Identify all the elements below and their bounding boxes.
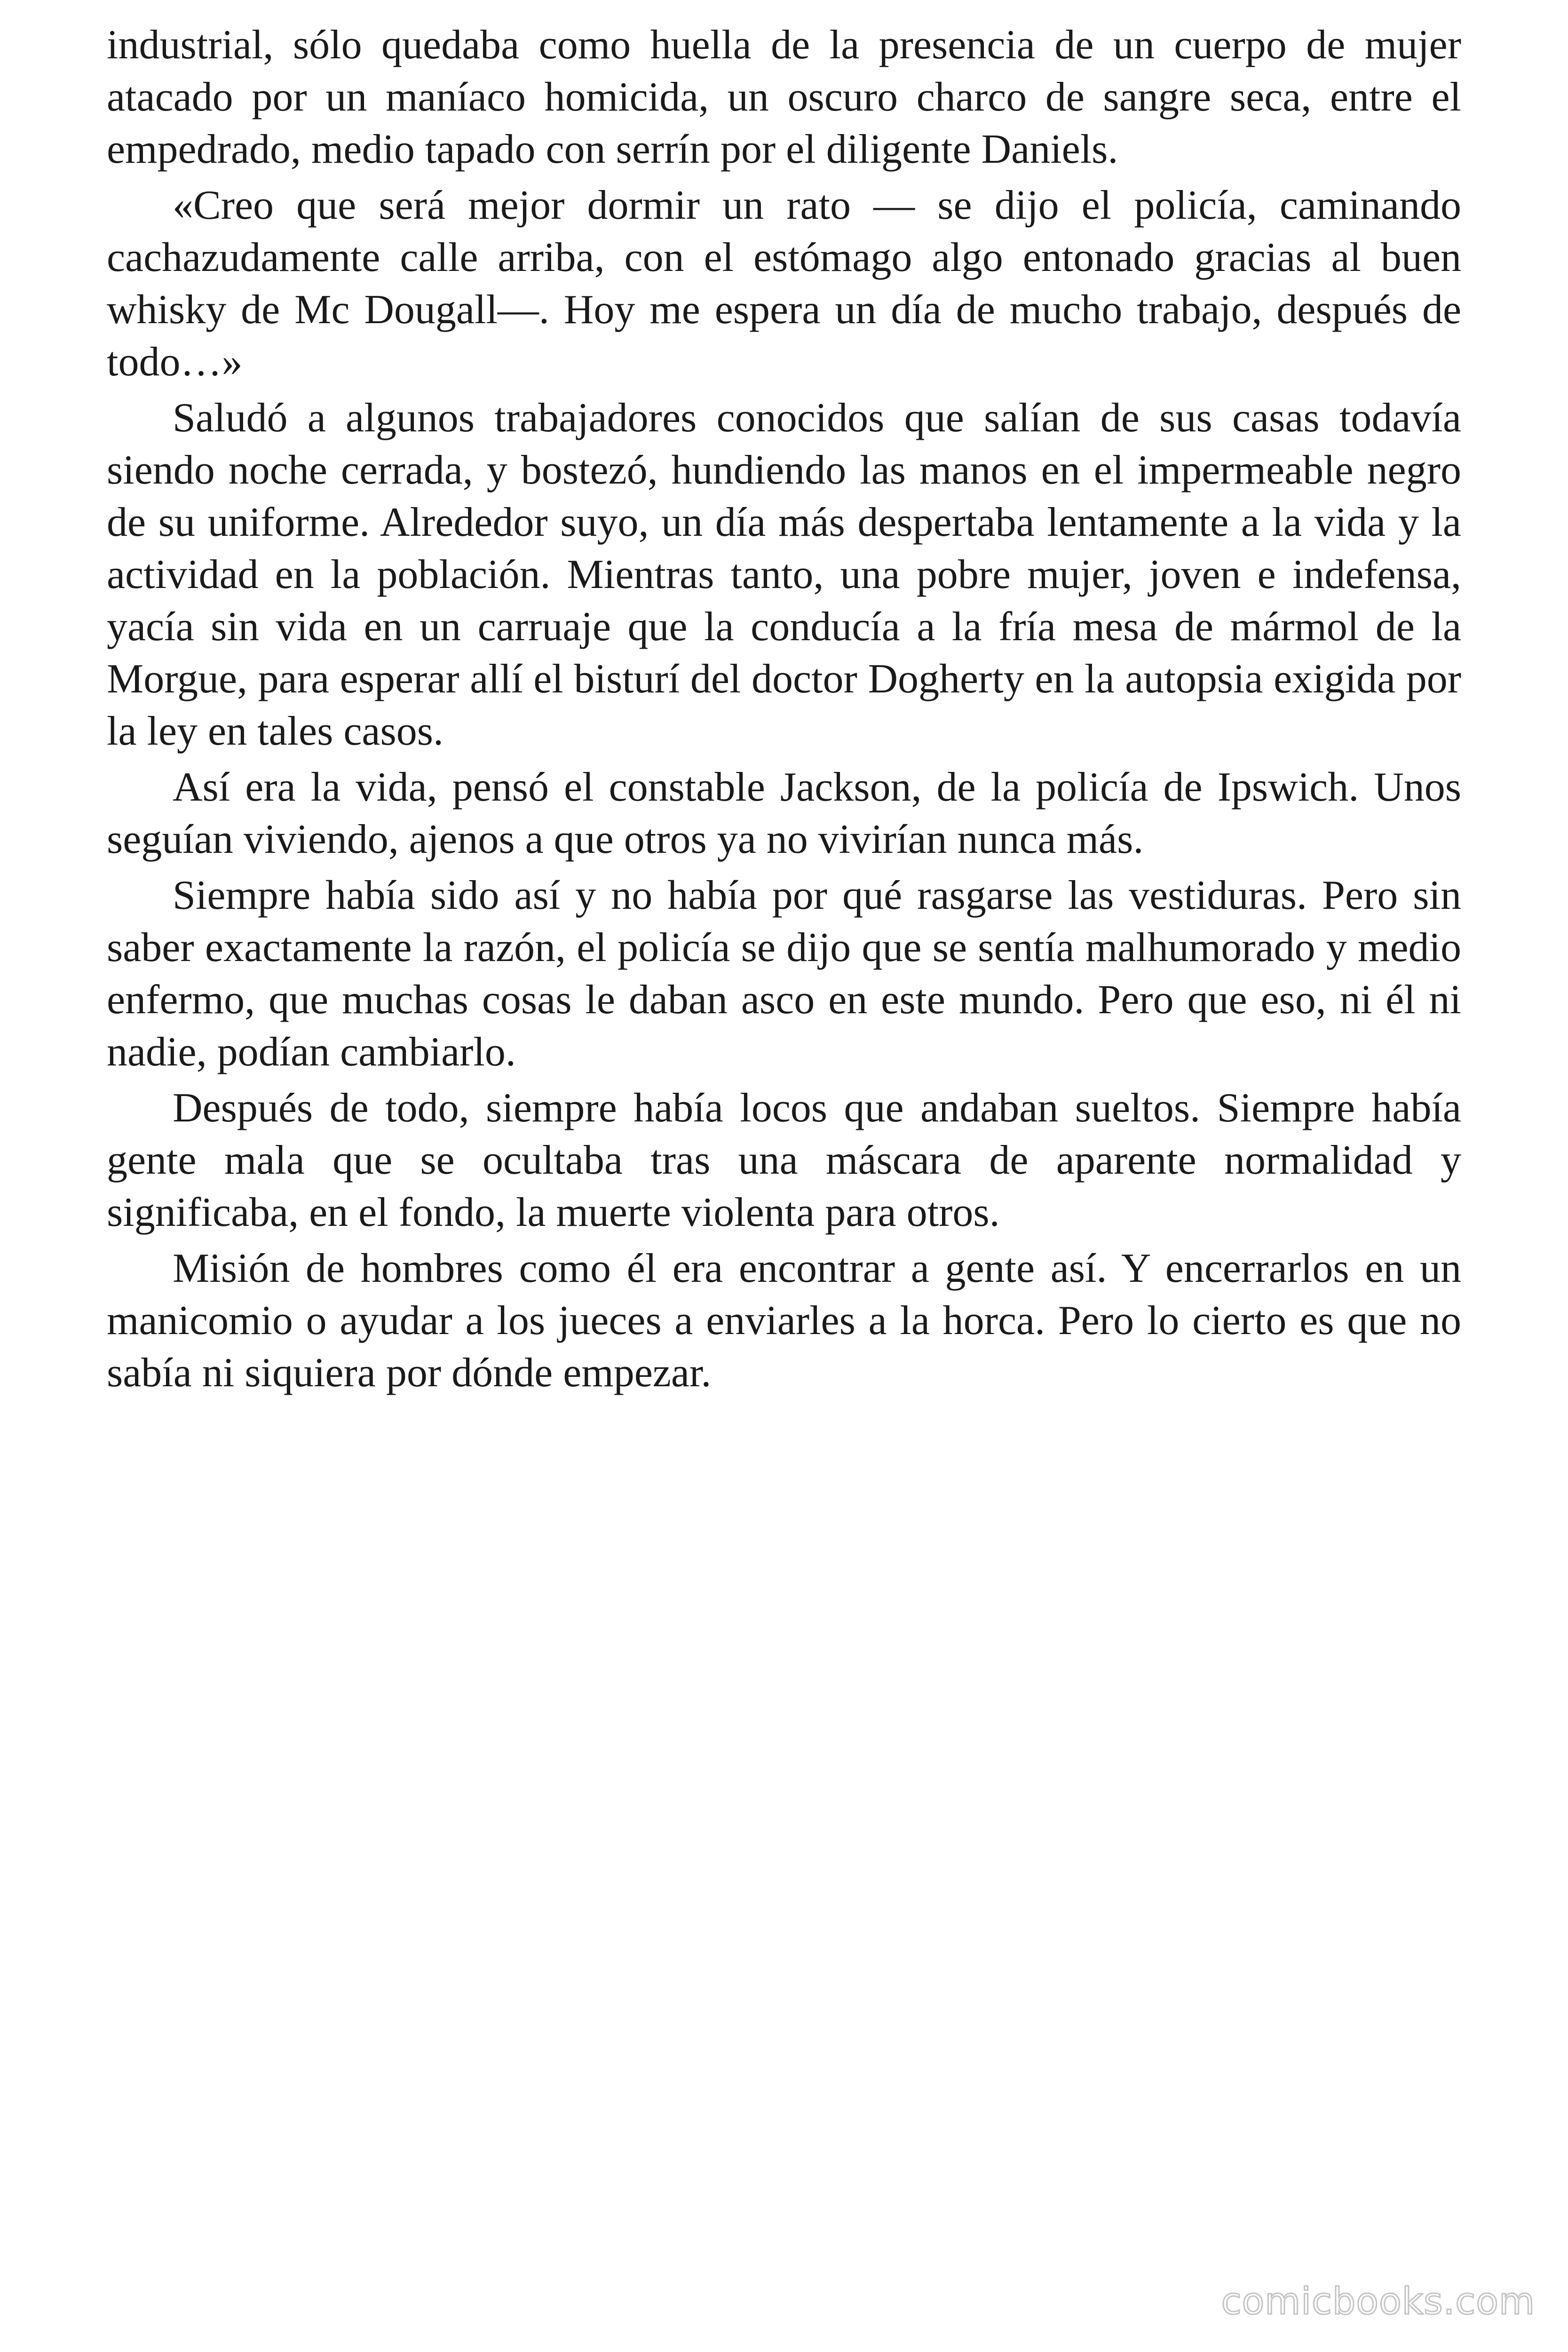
- paragraph: industrial, sólo quedaba como huella de la presencia de un cuerpo de mujer atacado por un maníaco homicida, un oscuro charco de sangre seca, entre el empedrado, medio tapado con serrín por el diligente Daniels.: [107, 22, 1461, 172]
- paragraph: «Creo que será mejor dormir un rato — se dijo el policía, caminando cachazudamente calle arriba, con el estómago algo entonado gracias al buen whisky de Mc Dougall—. Hoy me espera un día de mucho trabajo, después de todo…»: [107, 183, 1461, 385]
- paragraph: Así era la vida, pensó el constable Jackson, de la policía de Ipswich. Unos seguían viviendo, ajenos a que otros ya no vivirían nunca más.: [107, 764, 1461, 862]
- paragraph: Después de todo, siempre había locos que andaban sueltos. Siempre había gente mala que se ocultaba tras una máscara de aparente normalidad y significaba, en el fondo, la muerte violenta para otros.: [107, 1085, 1461, 1235]
- paragraph: Siempre había sido así y no había por qué rasgarse las vestiduras. Pero sin saber exactamente la razón, el policía se dijo que se sentía malhumorado y medio enfermo, que muchas cosas le daban asco en este mundo. Pero que eso, ni él ni nadie, podían cambiarlo.: [107, 873, 1461, 1075]
- watermark-logo: comicbooks.com: [1221, 2280, 1535, 2323]
- paragraph: Saludó a algunos trabajadores conocidos que salían de sus casas todavía siendo noche cerrada, y bostezó, hundiendo las manos en el impermeable negro de su uniforme. Alrededor suyo, un día más despertaba lentamente a la vida y la actividad en la población. Mientras tanto, una pobre mujer, joven e indefensa, yacía sin vida en un carruaje que la conducía a la fría mesa de mármol de la Morgue, para esperar allí el bisturí del doctor Dogherty en la autopsia exigida por la ley en tales casos.: [107, 395, 1461, 754]
- paragraph: Misión de hombres como él era encontrar a gente así. Y encerrarlos en un manicomio o ayudar a los jueces a enviarles a la horca. Pero lo cierto es que no sabía ni siquiera por dónde empezar.: [107, 1246, 1461, 1396]
- page-body: [107, 19, 1461, 1403]
